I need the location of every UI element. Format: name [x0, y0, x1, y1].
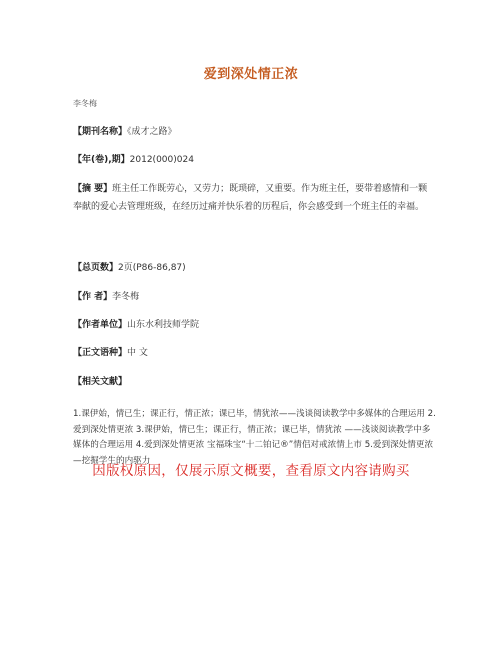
- author-line: 李冬梅: [73, 99, 97, 108]
- unit-label: 【作者单位】: [73, 320, 128, 330]
- copyright-notice: 因版权原因，仅展示原文概要，查看原文内容请购买: [92, 463, 410, 479]
- year-value: 2012(000)024: [129, 155, 194, 165]
- author-label: 【作 者】: [73, 292, 113, 302]
- abstract-label: 【摘 要】: [73, 184, 113, 194]
- abstract-value: 班主任工作既劳心，又劳力；既琐碎，又重要。作为班主任，要带着感情和一颗奉献的爱心去管理班级，在经历过痛并快乐着的历程后，你会感受到一个班主任的幸福。: [73, 184, 428, 212]
- abstract-field: [73, 180, 433, 216]
- references-label: 【相关文献】: [73, 377, 128, 387]
- references-list: 1.课伊始，情已生；课正行，情正浓；课已毕，情犹浓——浅谈阅读教学中多媒体的合理运用 2.爱到深处情更浓 3.课伊始，情已生；课正行，情正浓；课已毕，情犹浓 ——浅谈阅读教学中多媒体的合理运用 4.爱到深处情更浓 宝福珠宝“十二铂记®”情侣对戒浓情上市 5.爱到深处情更浓—挖掘学生的内驱力: [73, 409, 436, 466]
- year-label: 【年(卷),期】: [73, 155, 130, 165]
- document-title: 爱到深处情正浓: [203, 67, 299, 82]
- year-field: [73, 152, 433, 169]
- unit-value: 山东水利技师学院: [127, 320, 200, 330]
- language-field: [73, 345, 433, 362]
- journal-label: 【期刊名称】: [73, 127, 128, 137]
- unit-field: [73, 317, 433, 334]
- language-label: 【正文语种】: [73, 348, 128, 358]
- references-heading: [73, 374, 433, 391]
- language-value: 中 文: [127, 348, 148, 358]
- pages-label: 【总页数】: [73, 263, 119, 273]
- journal-field: [73, 124, 433, 141]
- journal-value: 《成才之路》: [127, 127, 177, 137]
- author-field: [73, 289, 433, 306]
- pages-value: 2页(P86-86,87): [118, 263, 186, 273]
- pages-field: [73, 260, 433, 277]
- author-value: 李冬梅: [112, 292, 140, 302]
